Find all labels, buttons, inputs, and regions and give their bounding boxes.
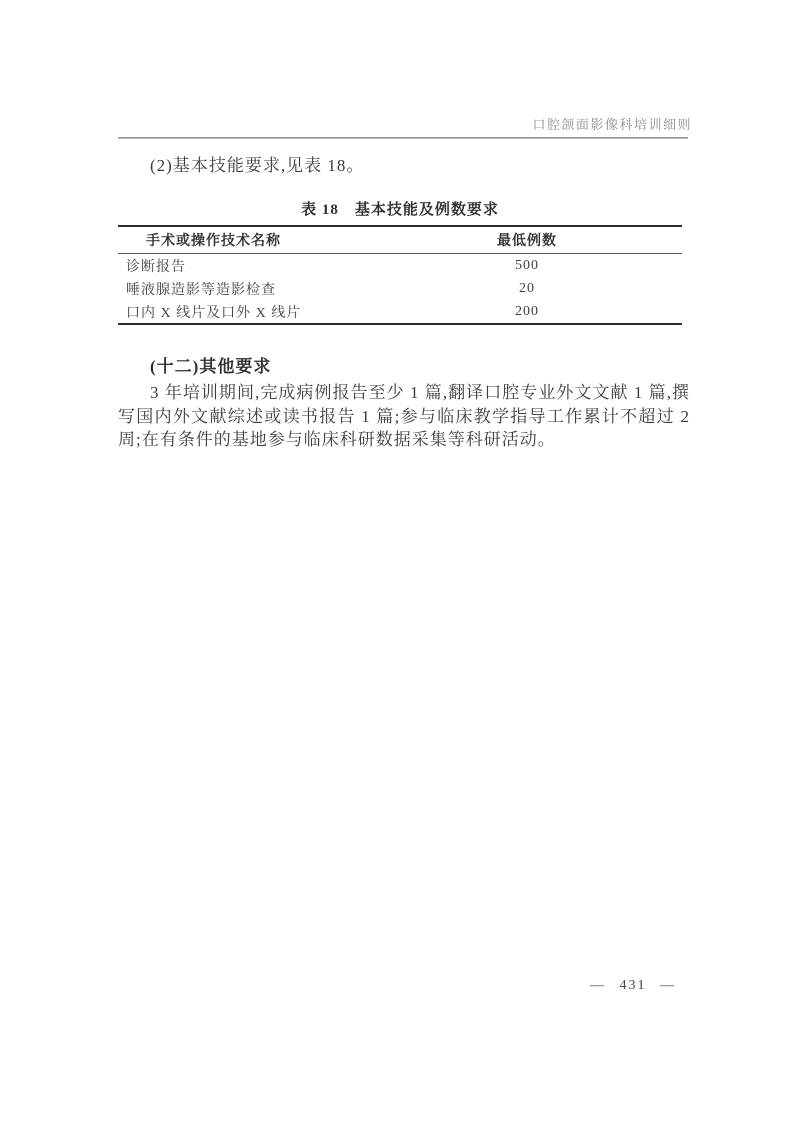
procedure-name: 唾液腺造影等造影检查 [126, 282, 276, 298]
skills-table [118, 200, 682, 325]
section-paragraph: 3 年培训期间,完成病例报告至少 1 篇,翻译口腔专业外文文献 1 篇,撰写国内外文献综述或读书报告 1 篇;参与临床教学指导工作累计不超过 2 周;在有条件的基地参与临床科研数据采集等科研活动。 [118, 383, 690, 449]
table-row [118, 254, 682, 277]
column-header-minimum-cases: 最低例数 [497, 234, 557, 249]
minimum-cases-value: 500 [515, 257, 539, 273]
page-number: — 431 — [590, 978, 676, 993]
header-rule [118, 137, 688, 139]
procedure-name: 口内 X 线片及口外 X 线片 [126, 305, 302, 321]
procedure-name: 诊断报告 [126, 259, 186, 275]
table-body [118, 254, 682, 325]
table-row [118, 300, 682, 323]
table-caption: 表 18 基本技能及例数要求 [301, 202, 499, 218]
column-header-procedure-name: 手术或操作技术名称 [146, 234, 281, 249]
intro-paragraph: (2)基本技能要求,见表 18。 [150, 156, 365, 175]
minimum-cases-value: 20 [519, 280, 535, 296]
table-row [118, 277, 682, 300]
minimum-cases-value: 200 [515, 303, 539, 319]
section-heading: (十二)其他要求 [150, 357, 272, 376]
running-title: 口腔颌面影像科培训细则 [532, 117, 692, 132]
table-header-row [118, 225, 682, 254]
